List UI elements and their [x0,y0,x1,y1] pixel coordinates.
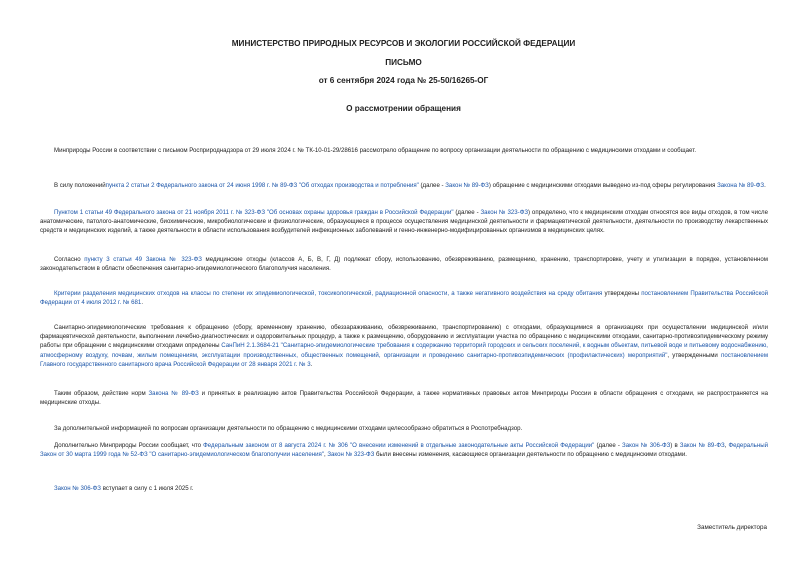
law-link[interactable]: пункта 2 статьи 2 Федерального закона от 24 июня 1998 г. № 89-ФЗ "Об отходах производства и потребления" [105,182,419,189]
paragraph-5 [40,289,768,307]
paragraph-text: . [764,182,766,189]
paragraph-text: были внесены изменения, касающиеся организации деятельности по обращению с медицинскими отходами. [374,451,687,459]
paragraph-text: . [310,360,313,368]
paragraph-9 [40,441,768,459]
law-link[interactable]: постановлением Главного государственного санитарного врача Российской Федерации от 28 января 2021 г. № 3 [40,351,769,368]
paragraph-text: и принятых в реализацию актов Правительства Российской Федерации, а также нормативных правовых актов Минприроды России в области обращения с отходами, не распространяется на медицинские отходы. [40,390,768,407]
paragraph-text: медицинские отходы (классов А, Б, В, Г, Д) подлежат сбору, использованию, обезвреживанию, размещению, хранению, транспортировке, учету и утилизации в порядке, установленном законодательством в области обеспечения санитарно-эпидемиологического благополучия населения. [40,256,768,273]
law-link[interactable]: пункту 3 статьи 49 Закона № 323-ФЗ [84,256,202,263]
paragraph-text: . [141,299,144,307]
law-link[interactable]: Закон № 89-ФЗ [445,182,489,189]
law-link[interactable]: СанПиН 2.1.3684-21 "Санитарно-эпидемиологические требования к содержанию территорий городских и сельских поселений, к водным объектам, питьевой воде и питьевому водоснабжению, атмосферному воздуху, почвам, жилым помещениям, эксплуатации производственных, общественных помещений, организации и проведению санитарно-противоэпидемических (профилактических) мероприятий" [40,342,768,359]
paragraph-text: Санитарно-эпидемиологические требования к обращению (сбору, временному хранению, обеззараживанию, обезвреживанию, транспортированию) с отходами, образующимися в организациях при осуществлении медицинской и/или фармацевтической деятельности, выполнении лечебно-диагностических и оздоровительных процедур, а также к размещению, оборудованию и эксплуатации участка по обращению с медицинскими отходами, санитарно-противоэпидемическому режиму работы при обращении с медицинскими отходами определены [40,324,768,350]
law-link[interactable]: Федеральный Закон от 30 марта 1999 года № 52-ФЗ "О санитарно-эпидемиологическом благополучии населения" [40,442,768,459]
law-link[interactable]: Закон № 323-ФЗ [480,209,529,216]
paragraph-text: ) определено, что к медицинским отходам относятся все виды отходов, в том числе анатомические, патолого-анатомические, биохимические, микробиологические и физиологические, образующиеся в процессе осуществления медицинской деятельности и фармацевтической деятельности, деятельности по производству лекарственных средств и медицинских изделий, а также деятельности в области использования возбудителей инфекционных заболеваний и генно-инженерно-модифицированных организмов в медицинских целях. [40,209,769,235]
law-link[interactable]: Закона № 89-ФЗ [148,390,199,397]
law-link[interactable]: Закон № 306-ФЗ [622,442,671,449]
paragraph-text: (далее - [418,182,446,189]
paragraph-text: утверждены [602,290,642,297]
document-subject: О рассмотрении обращения [346,104,461,113]
paragraph-3 [40,208,768,236]
paragraph-text: вступает в силу с 1 июля 2025 г. [101,485,194,492]
paragraph-7 [40,389,768,407]
paragraph-text: (далее - [594,442,623,449]
paragraph-6 [40,323,768,369]
paragraph-4 [40,255,768,273]
law-link[interactable]: Закон № 306-ФЗ [54,485,101,492]
law-link[interactable]: Критерии разделения медицинских отходов на классы по степени их эпидемиологической, токсикологической, радиационной опасности, а также негативного воздействия на среду обитания [54,290,603,297]
law-link[interactable]: постановлением Правительства Российской Федерации от 4 июля 2012 г. № 681 [40,290,769,307]
law-link[interactable]: Закон № 89-ФЗ [679,442,725,449]
paragraph-text: Согласно [54,256,85,263]
paragraph-2 [40,181,768,190]
paragraph-text: , утвержденными [667,351,722,359]
law-link[interactable]: Пунктом 1 статьи 49 Федерального закона от 21 ноября 2011 г. № 323-ФЗ "Об основах охраны здоровья граждан в Российской Федерации" [54,209,454,216]
document-date-number: от 6 сентября 2024 года № 25-50/16265-ОГ [318,76,489,85]
paragraph-text: В силу положений [54,182,106,189]
law-link[interactable]: Закон № 323-ФЗ [327,451,375,459]
law-link[interactable]: Закона № 89-ФЗ [717,182,765,189]
ministry-title: МИНИСТЕРСТВО ПРИРОДНЫХ РЕСУРСОВ И ЭКОЛОГИИ РОССИЙСКОЙ ФЕДЕРАЦИИ [231,39,576,48]
paragraph-text: ) обращение с медицинскими отходами выведено из-под сферы регулирования [488,182,718,189]
law-link[interactable]: Федеральным законом от 8 августа 2024 г. № 306 "О внесении изменений в отдельные законодательные акты Российской Федерации" [203,442,595,449]
paragraph-text: , [323,451,328,459]
paragraph-10 [40,484,768,493]
paragraph-text: (далее - [453,209,481,216]
paragraph-text: Таким образом, действие норм [54,390,149,397]
signature-position: Заместитель директора [697,524,767,531]
paragraph-text: ) в [670,442,680,449]
paragraph-8 [40,424,768,433]
paragraph-text: За дополнительной информацией по вопросам организации деятельности по обращению с медицинскими отходами целесообразно обратиться в Роспотребнадзор. [54,425,523,432]
paragraph-text: Дополнительно Минприроды России сообщает, что [54,442,204,449]
paragraph-text: , [724,442,729,449]
paragraph-text: Минприроды России в соответствии с письмом Росприроднадзора от 29 июля 2024 г. № ТК-10-01-29/28616 рассмотрело обращение по вопросу организации деятельности по обращению с медицинскими отходами и сообщает. [54,147,697,154]
paragraph-1 [40,146,768,155]
document-type: ПИСЬМО [385,58,422,67]
